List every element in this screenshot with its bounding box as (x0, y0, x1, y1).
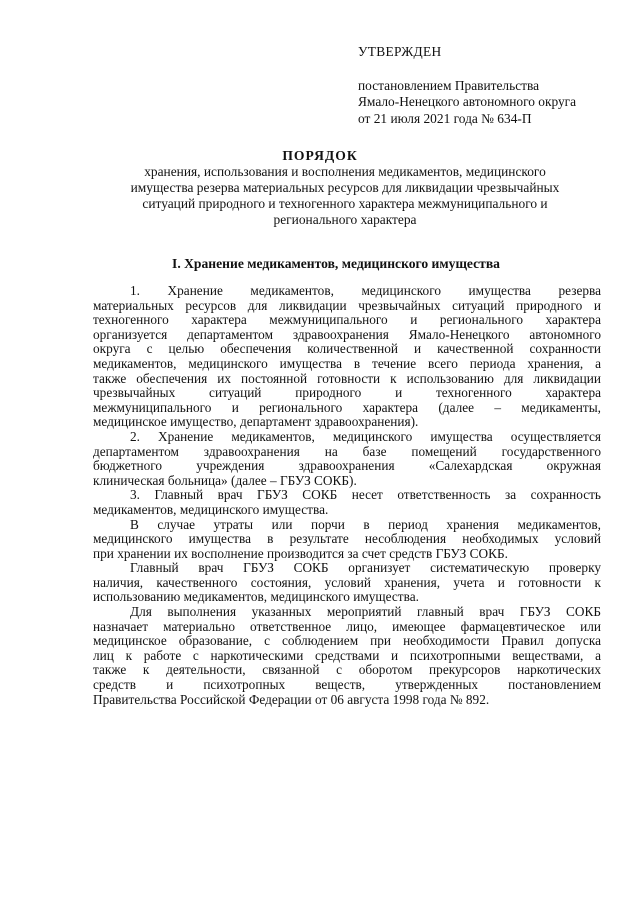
body-line: средств и психотропных веществ, утвержденных постановлением (93, 677, 601, 693)
body-line: 2. Хранение медикаментов, медицинского имущества осуществляется (130, 428, 601, 444)
body-line: Главный врач ГБУЗ СОКБ организует систематическую проверку (130, 560, 601, 576)
body-line: техногенного характера межмуниципального и регионального характера (93, 312, 601, 328)
body-line: назначает материально ответственное лицо, имеющее фармацевтическое или (93, 618, 601, 634)
body-line: материальных ресурсов для ликвидации чрезвычайных ситуаций природного и (93, 297, 601, 313)
body-line: при хранении их восполнение производится за счет средств ГБУЗ СОКБ. (93, 545, 508, 561)
body-line: 1. Хранение медикаментов, медицинского имущества резерва (130, 283, 601, 298)
body-line: межмуниципального и регионального характера (далее – медикаменты, (93, 399, 601, 415)
body-line: департаментом здравоохранения на базе помещений государственного (93, 443, 601, 459)
section-heading: I. Хранение медикаментов, медицинского имущества (172, 256, 500, 271)
approval-heading: УТВЕРЖДЕН (358, 44, 442, 59)
subtitle-line: имущества резерва материальных ресурсов для ликвидации чрезвычайных (130, 180, 560, 195)
body-line: медикаментов, медицинского имущества в течение всего периода хранения, а (93, 355, 601, 371)
subtitle-line: хранения, использования и восполнения медикаментов, медицинского (144, 164, 546, 179)
approval-line: постановлением Правительства (358, 77, 540, 93)
body-line: медицинское имущество, департамент здравоохранения). (93, 414, 419, 430)
body-line: использованию медикаментов, медицинского имущества. (93, 589, 419, 605)
approval-line: от 21 июля 2021 года № 634-П (358, 110, 532, 126)
document-title: ПОРЯДОК (282, 148, 358, 163)
body-line: В случае утраты или порчи в период хранения медикаментов, (130, 516, 601, 532)
body-line: клиническая больница» (далее – ГБУЗ СОКБ). (93, 472, 357, 488)
body-line: Для выполнения указанных мероприятий главный врач ГБУЗ СОКБ (130, 604, 601, 620)
document-subtitle (100, 164, 590, 228)
body-line: также обеспечения их постоянной готовности к использованию для ликвидации (93, 370, 601, 386)
body-line: округа с целью обеспечения количественной и качественной сохранности (93, 341, 601, 357)
approval-line: Ямало-Ненецкого автономного округа (358, 94, 577, 109)
body-line: чрезвычайных ситуаций природного и техногенного характера (93, 385, 601, 401)
approval-block (358, 44, 628, 127)
body-line: Правительства Российской Федерации от 06 августа 1998 года № 892. (93, 691, 490, 707)
body-line: медикаментов, медицинского имущества. (93, 501, 329, 517)
body-line: медицинского имущества в результате несоблюдения необходимых условий (93, 531, 601, 547)
body-line: медицинское образование, с соблюдением при необходимости Правил допуска (93, 633, 601, 649)
subtitle-line: ситуаций природного и техногенного характера межмуниципального и (142, 196, 548, 211)
subtitle-line: регионального характера (273, 212, 417, 227)
body-text (93, 284, 601, 707)
body-line: бюджетного учреждения здравоохранения «Салехардская окружная (93, 458, 601, 474)
body-line: наличия, качественного состояния, условий хранения, учета и готовности к (93, 574, 601, 590)
body-line: организуется департаментом здравоохранения Ямало-Ненецкого автономного (93, 326, 601, 342)
body-line: 3. Главный врач ГБУЗ СОКБ несет ответственность за сохранность (130, 487, 601, 503)
body-line: лиц к работе с наркотическими средствами и психотропными веществами, а (93, 647, 601, 663)
body-line: также к деятельности, связанной с оборотом прекурсоров наркотических (93, 662, 601, 678)
